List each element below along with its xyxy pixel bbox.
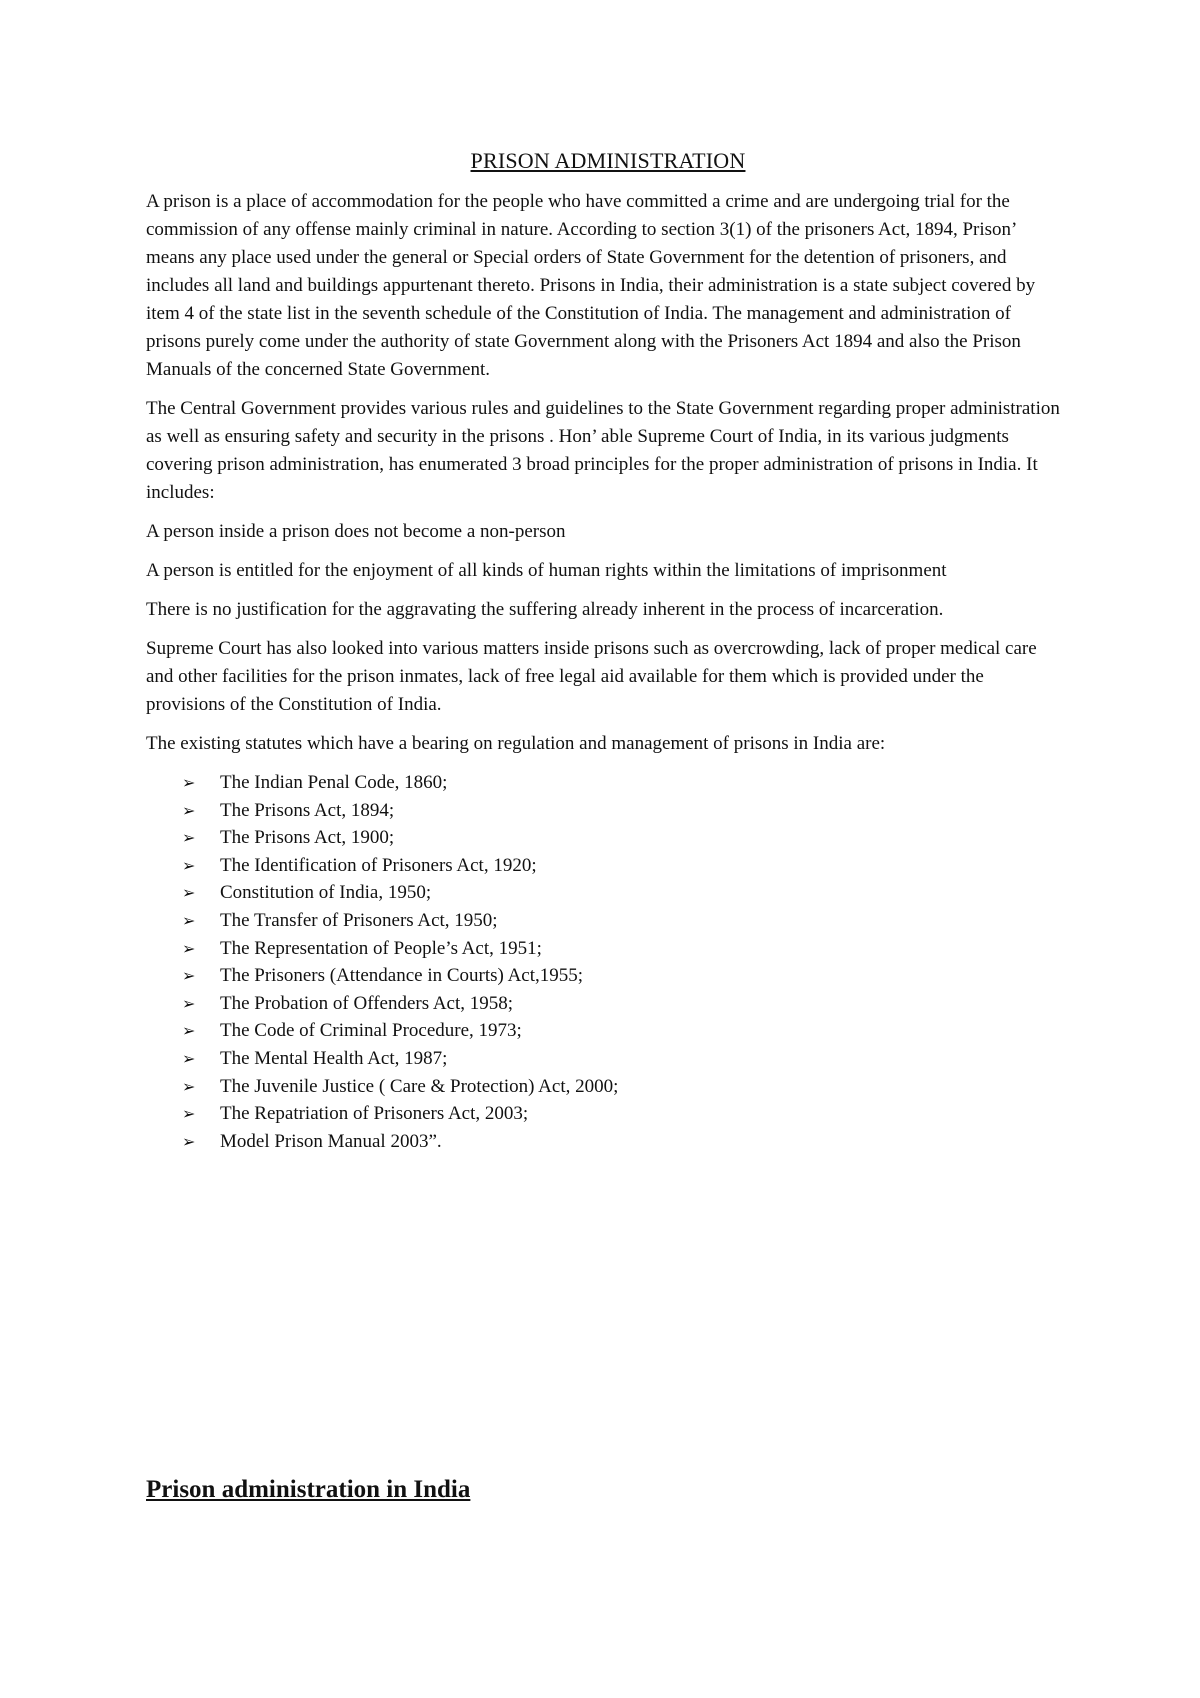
paragraph-supreme-court: Supreme Court has also looked into various matters inside prisons such as overcrowding, lack of proper medical care and other facilities for the prison inmates, lack of free legal aid available for them which is provided under the provisions of the Constitution of India. — [146, 638, 1037, 715]
arrow-bullet-icon: ➢ — [182, 938, 196, 958]
list-item-text: Constitution of India, 1950; — [220, 882, 432, 904]
arrow-bullet-icon: ➢ — [182, 910, 196, 930]
list-item-text: The Prisons Act, 1900; — [220, 827, 395, 849]
arrow-bullet-icon: ➢ — [182, 773, 196, 792]
list-item — [146, 879, 1066, 907]
arrow-bullet-icon: ➢ — [182, 800, 196, 820]
list-item — [146, 962, 1066, 990]
arrow-bullet-icon: ➢ — [182, 993, 196, 1013]
list-item — [146, 1017, 1066, 1045]
list-item — [146, 1073, 1066, 1101]
arrow-bullet-icon: ➢ — [182, 1048, 196, 1068]
list-item — [146, 1045, 1066, 1073]
list-item — [146, 935, 1066, 963]
list-item-text: The Mental Health Act, 1987; — [220, 1047, 448, 1069]
list-item-text: The Probation of Offenders Act, 1958; — [220, 992, 514, 1014]
list-item — [146, 797, 1066, 825]
paragraph-principle-3: There is no justification for the aggravating the suffering already inherent in the process of incarceration. — [146, 599, 944, 620]
document-body — [146, 148, 1066, 1155]
paragraph-principle-2: A person is entitled for the enjoyment of all kinds of human rights within the limitations of imprisonment — [146, 560, 947, 581]
list-item — [146, 907, 1066, 935]
list-item-text: The Transfer of Prisoners Act, 1950; — [220, 909, 498, 931]
arrow-bullet-icon: ➢ — [182, 883, 196, 903]
paragraph-existing-statutes: The existing statutes which have a bearing on regulation and management of prisons in India are: — [146, 733, 886, 754]
arrow-bullet-icon: ➢ — [182, 1104, 196, 1124]
list-item — [146, 769, 1066, 797]
paragraph-prison-definition: A prison is a place of accommodation for the people who have committed a crime and are undergoing trial for the commission of any offense mainly criminal in nature. According to section 3(1) of the prisoners Act, 1894, Prison’ means any place used under the general or Special orders of State Government for the detention of prisoners, and includes all land and buildings appurtenant thereto. Prisons in India, their administration is a state subject covered by item 4 of the state list in the seventh schedule of the Constitution of India. The management and administration of prisons purely come under the authority of state Government along with the Prisoners Act 1894 and also the Prison Manuals of the concerned State Government. — [146, 191, 1036, 380]
list-item-text: The Prisoners (Attendance in Courts) Act,1955; — [220, 965, 584, 987]
list-item-text: The Prisons Act, 1894; — [220, 799, 395, 821]
list-item-text: The Juvenile Justice ( Care & Protection) Act, 2000; — [220, 1075, 619, 1097]
list-item — [146, 1100, 1066, 1128]
document-title: PRISON ADMINISTRATION — [470, 148, 746, 173]
arrow-bullet-icon: ➢ — [182, 855, 196, 875]
section-heading: Prison administration in India — [146, 1476, 471, 1503]
statutes-list — [146, 769, 1066, 1155]
list-item-text: The Repatriation of Prisoners Act, 2003; — [220, 1103, 529, 1125]
arrow-bullet-icon: ➢ — [182, 1076, 196, 1096]
list-item-text: The Identification of Prisoners Act, 1920; — [220, 854, 537, 876]
arrow-bullet-icon: ➢ — [182, 828, 196, 848]
list-item-text: The Code of Criminal Procedure, 1973; — [220, 1020, 522, 1042]
list-item — [146, 1128, 1066, 1156]
arrow-bullet-icon: ➢ — [182, 1131, 196, 1151]
arrow-bullet-icon: ➢ — [182, 966, 196, 986]
arrow-bullet-icon: ➢ — [182, 1021, 196, 1041]
list-item — [146, 852, 1066, 880]
list-item — [146, 824, 1066, 852]
paragraph-principle-1: A person inside a prison does not become a non-person — [146, 521, 566, 542]
paragraph-central-government: The Central Government provides various rules and guidelines to the State Government regarding proper administration as well as ensuring safety and security in the prisons . Hon’ able Supreme Court of India, in its various judgments covering prison administration, has enumerated 3 broad principles for the proper administration of prisons in India. It includes: — [146, 398, 1060, 503]
list-item-text: The Representation of People’s Act, 1951; — [220, 937, 542, 959]
list-item-text: Model Prison Manual 2003”. — [220, 1130, 442, 1152]
list-item-text: The Indian Penal Code, 1860; — [220, 772, 448, 793]
list-item — [146, 990, 1066, 1018]
